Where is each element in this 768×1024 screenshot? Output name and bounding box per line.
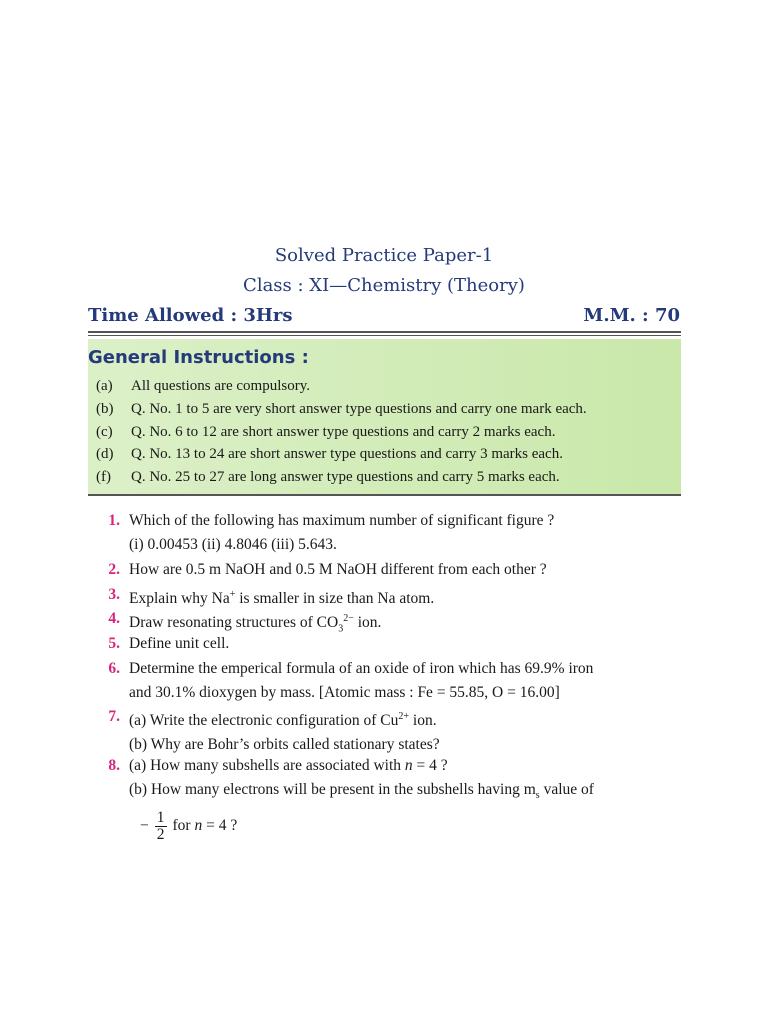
instruction-text: Q. No. 13 to 24 are short answer type questions and carry 3 marks each. [131,446,563,462]
question-options: (i) 0.00453 (ii) 4.8046 (iii) 5.643. [129,536,337,553]
question-text-part: ion. [353,614,382,632]
superscript: 2− [343,613,354,624]
question-text-part: = 4 ? [412,757,448,774]
instruction-item [96,376,310,396]
question-number: 1. [108,512,120,529]
instruction-item [96,399,587,419]
question-text-part: value of [539,781,594,798]
fraction-numerator: 1 [156,809,165,827]
question-number: 5. [108,635,120,652]
question-number: 8. [108,757,120,774]
question-text-cont: and 30.1% dioxygen by mass. [Atomic mass : Fe = 55.85, O = 16.00] [129,684,560,701]
instruction-item [96,467,560,487]
max-marks: M.M. : 70 [583,305,680,326]
question-text-part: is smaller in size than Na atom. [235,590,435,608]
question-2 [100,558,690,582]
fraction-denominator: 2 [156,826,165,844]
superscript: 2+ [398,711,410,722]
question-8 [100,754,690,843]
header-rule [88,331,681,333]
instruction-text: All questions are compulsory. [131,378,310,394]
question-number: 6. [108,660,120,677]
question-text-part: Draw resonating structures of CO [129,614,339,632]
question-text-part: (b) How many electrons will be present in the subshells having m [129,781,536,798]
question-5 [100,632,690,656]
variable: n [404,757,413,774]
instruction-label: (d) [96,446,114,462]
question-text: Define unit cell. [129,635,230,652]
question-number: 3. [108,586,120,603]
question-text: How are 0.5 m NaOH and 0.5 M NaOH different from each other ? [129,561,547,578]
fraction [155,810,167,843]
general-instructions-box [88,339,681,494]
question-6 [100,657,690,705]
question-number: 2. [108,561,120,578]
header-rule-thin [88,335,681,336]
question-1 [100,509,690,557]
question-number: 4. [108,610,120,627]
question-text: Determine the emperical formula of an oxide of iron which has 69.9% iron [129,660,594,677]
question-text-part: (a) Write the electronic configuration of Cu [129,712,399,730]
time-allowed: Time Allowed : 3Hrs [88,305,293,326]
instruction-label: (b) [96,401,114,417]
question-number: 7. [108,708,120,725]
question-part-b: (b) Why are Bohr’s orbits called stationary states? [129,736,440,754]
question-text-part: Explain why Na [129,590,230,608]
instruction-text: Q. No. 6 to 12 are short answer type questions and carry 2 marks each. [131,424,556,440]
question-text-part: (a) How many subshells are associated with [129,757,405,774]
instruction-label: (c) [96,424,113,440]
question-part-b [129,778,690,808]
question-text: Which of the following has maximum number of significant figure ? [129,512,555,529]
instruction-item [96,422,555,442]
instruction-text: Q. No. 1 to 5 are very short answer type questions and carry one mark each. [131,401,587,417]
instructions-heading: General Instructions : [88,347,309,368]
question-part-a [129,754,690,778]
instruction-label: (f) [96,469,111,485]
instruction-text: Q. No. 25 to 27 are long answer type questions and carry 5 marks each. [131,469,560,485]
instruction-label: (a) [96,378,113,394]
question-7 [100,705,690,757]
superscript: + [229,589,236,600]
question-part-b-cont [140,810,690,843]
subscript: s [535,790,540,802]
question-text-part: for [172,817,195,835]
paper-title: Solved Practice Paper-1 [274,245,494,266]
instructions-rule [88,494,681,496]
paper-subtitle: Class : XI—Chemistry (Theory) [243,275,525,296]
subscript: 3 [338,623,344,635]
minus-sign: − [140,817,149,835]
question-text-part: ion. [409,712,437,730]
instruction-item [96,444,563,464]
question-part-a [129,705,690,733]
question-text-part: = 4 ? [202,817,238,835]
variable: n [194,817,203,835]
